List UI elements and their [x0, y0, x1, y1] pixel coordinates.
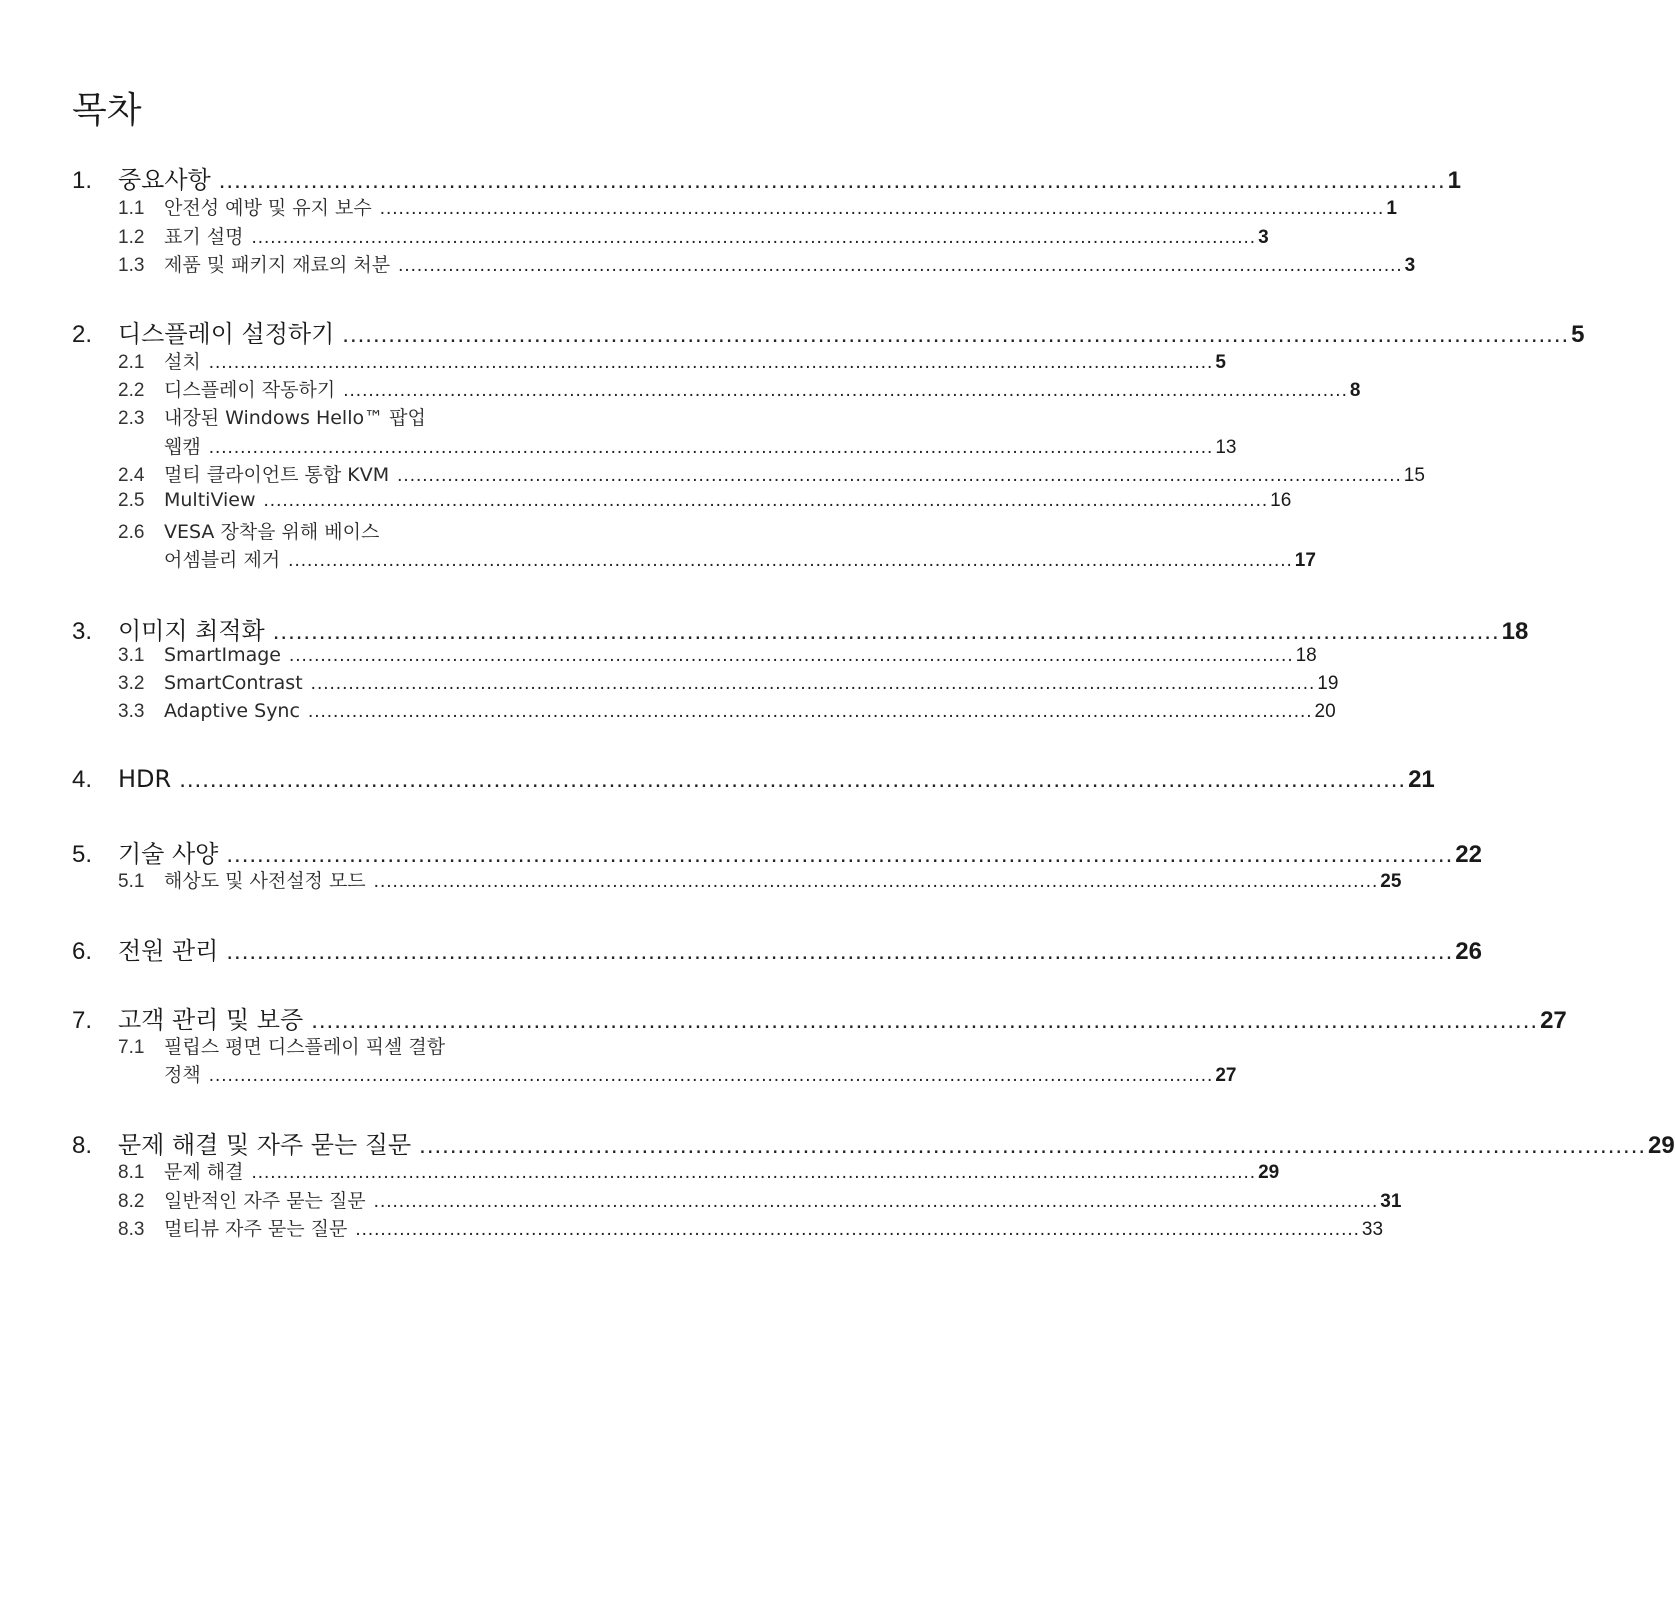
leader-dots [311, 673, 1316, 695]
entry-title: 표기 설명 [164, 226, 244, 248]
entry-number: 7. [72, 1007, 93, 1034]
entry-page: 8 [1349, 380, 1361, 401]
entry-title: 제품 및 패키지 재료의 처분 [164, 254, 391, 276]
toc-entry-2-3[interactable] [72, 403, 530, 430]
leader-dots [273, 618, 1500, 646]
entry-page: 26 [1455, 938, 1482, 965]
entry-number: 5. [72, 841, 93, 868]
entry-title: 전원 관리 [118, 937, 219, 965]
leader-dots [219, 167, 1446, 195]
toc-entry-1[interactable] [72, 160, 1461, 195]
entry-number: 3. [72, 618, 93, 645]
entry-number: 2. [72, 321, 93, 348]
entry-number: 3.3 [118, 701, 145, 722]
entry-title: 일반적인 자주 묻는 질문 [164, 1190, 366, 1212]
toc-entry-6[interactable] [72, 931, 1482, 966]
entry-title: 기술 사양 [118, 840, 219, 868]
leader-dots [209, 1065, 1214, 1087]
entry-title: 설치 [164, 351, 201, 373]
entry-page: 29 [1648, 1132, 1675, 1159]
leader-dots [251, 1162, 1256, 1184]
leader-dots [397, 465, 1402, 487]
entry-page: 27 [1215, 1065, 1237, 1086]
entry-page: 3 [1404, 255, 1416, 276]
entry-title: 멀티 클라이언트 통합 KVM [164, 464, 390, 486]
entry-title: 문제 해결 및 자주 묻는 질문 [118, 1131, 412, 1159]
entry-page: 27 [1540, 1007, 1567, 1034]
page-title: 목차 [72, 90, 142, 131]
leader-dots [226, 841, 1453, 869]
toc-entry-3-1[interactable] [72, 644, 1317, 667]
entry-page: 3 [1258, 227, 1269, 248]
toc-entry-8-2[interactable] [72, 1186, 1402, 1213]
entry-title: 디스플레이 설정하기 [118, 320, 335, 348]
entry-number: 2.4 [118, 465, 145, 486]
entry-number: 1.1 [118, 198, 145, 219]
toc-entry-8-1[interactable] [72, 1157, 1280, 1184]
entry-title: Adaptive Sync [164, 700, 300, 722]
leader-dots [355, 1219, 1360, 1241]
leader-dots [374, 1191, 1379, 1213]
leader-dots [419, 1132, 1646, 1160]
entry-page: 33 [1361, 1219, 1384, 1240]
entry-page: 31 [1380, 1191, 1402, 1212]
entry-page: 17 [1294, 550, 1316, 571]
toc-entry-3[interactable] [72, 611, 1529, 646]
toc-entry-2[interactable] [72, 314, 1585, 349]
entry-page: 21 [1408, 766, 1435, 793]
toc-entry-4[interactable] [72, 765, 1435, 794]
entry-page: 18 [1501, 618, 1529, 645]
entry-title-cont: 어셈블리 제거 [164, 549, 281, 571]
toc-entry-3-3[interactable] [72, 700, 1336, 723]
leader-dots [374, 871, 1379, 893]
entry-page: 22 [1455, 841, 1482, 868]
leader-dots [288, 550, 1293, 572]
entry-number: 8.2 [118, 1191, 145, 1212]
leader-dots [311, 1007, 1538, 1035]
entry-title: 문제 해결 [164, 1161, 244, 1183]
toc-entry-2-2[interactable] [72, 375, 1361, 402]
entry-page: 29 [1258, 1162, 1280, 1183]
entry-number: 8.1 [118, 1162, 145, 1183]
entry-title: 멀티뷰 자주 묻는 질문 [164, 1218, 348, 1240]
toc-entry-8[interactable] [72, 1125, 1675, 1160]
entry-page: 1 [1447, 167, 1461, 194]
leader-dots [289, 645, 1294, 667]
toc-entry-7[interactable] [72, 1000, 1567, 1035]
entry-title: 해상도 및 사전설정 모드 [164, 870, 366, 892]
entry-page: 18 [1295, 645, 1317, 666]
leader-dots [398, 255, 1403, 277]
entry-title: 안전성 예방 및 유지 보수 [164, 197, 372, 219]
toc-entry-1-3[interactable] [72, 250, 1416, 277]
entry-number: 8. [72, 1132, 93, 1159]
entry-title: 이미지 최적화 [118, 617, 265, 645]
toc-entry-1-2[interactable] [72, 222, 1269, 249]
entry-page: 5 [1571, 321, 1585, 348]
entry-number: 1. [72, 167, 93, 194]
entry-title: SmartImage [164, 644, 281, 666]
entry-title: 고객 관리 및 보증 [118, 1006, 304, 1034]
toc-entry-2-3-cont[interactable] [72, 432, 1237, 459]
toc-entry-2-5[interactable] [72, 489, 1292, 512]
entry-page: 13 [1215, 437, 1237, 458]
toc-entry-5[interactable] [72, 834, 1482, 869]
leader-dots [264, 490, 1269, 512]
entry-title: 중요사항 [118, 166, 211, 194]
toc-entry-3-2[interactable] [72, 672, 1339, 695]
entry-number: 3.1 [118, 645, 145, 666]
leader-dots [179, 766, 1406, 794]
entry-number: 8.3 [118, 1219, 145, 1240]
entry-title: 필립스 평면 디스플레이 픽셀 결함 [164, 1036, 446, 1058]
entry-number: 7.1 [118, 1037, 145, 1058]
toc-entry-8-3[interactable] [72, 1214, 1384, 1241]
leader-dots [209, 437, 1214, 459]
entry-title-cont: 정책 [164, 1064, 201, 1086]
entry-title: HDR [118, 765, 172, 793]
toc-entry-2-6[interactable] [72, 517, 530, 544]
entry-number: 1.3 [118, 255, 145, 276]
entry-title: MultiView [164, 489, 256, 511]
leader-dots [308, 701, 1313, 723]
entry-title: 내장된 Windows Hello™ 팝업 [164, 407, 426, 429]
entry-page: 20 [1314, 701, 1336, 722]
leader-dots [251, 227, 1256, 249]
entry-page: 16 [1270, 490, 1292, 511]
entry-number: 2.6 [118, 522, 145, 543]
entry-number: 4. [72, 766, 93, 793]
leader-dots [343, 380, 1348, 402]
entry-number: 3.2 [118, 673, 145, 694]
entry-title: VESA 장착을 위해 베이스 [164, 521, 380, 543]
entry-number: 5.1 [118, 871, 145, 892]
toc-entry-5-1[interactable] [72, 866, 1402, 893]
entry-number: 2.2 [118, 380, 145, 401]
toc-entry-2-1[interactable] [72, 347, 1226, 374]
leader-dots [209, 352, 1214, 374]
toc-entry-7-1-cont[interactable] [72, 1060, 1237, 1087]
toc-entry-2-4[interactable] [72, 460, 1425, 487]
entry-number: 2.1 [118, 352, 145, 373]
leader-dots [342, 321, 1569, 349]
toc-entry-2-6-cont[interactable] [72, 545, 1316, 572]
entry-title: 디스플레이 작동하기 [164, 379, 336, 401]
entry-title: SmartContrast [164, 672, 303, 694]
entry-page: 19 [1317, 673, 1339, 694]
entry-page: 1 [1386, 198, 1397, 219]
entry-number: 1.2 [118, 227, 145, 248]
toc-entry-7-1[interactable] [72, 1032, 530, 1059]
entry-number: 2.5 [118, 490, 145, 511]
entry-page: 15 [1403, 465, 1425, 486]
leader-dots [226, 938, 1453, 966]
entry-number: 2.3 [118, 408, 145, 429]
toc-entry-1-1[interactable] [72, 193, 1397, 220]
leader-dots [380, 198, 1385, 220]
entry-number: 6. [72, 938, 93, 965]
entry-page: 25 [1380, 871, 1402, 892]
entry-title-cont: 웹캠 [164, 436, 201, 458]
entry-page: 5 [1215, 352, 1226, 373]
